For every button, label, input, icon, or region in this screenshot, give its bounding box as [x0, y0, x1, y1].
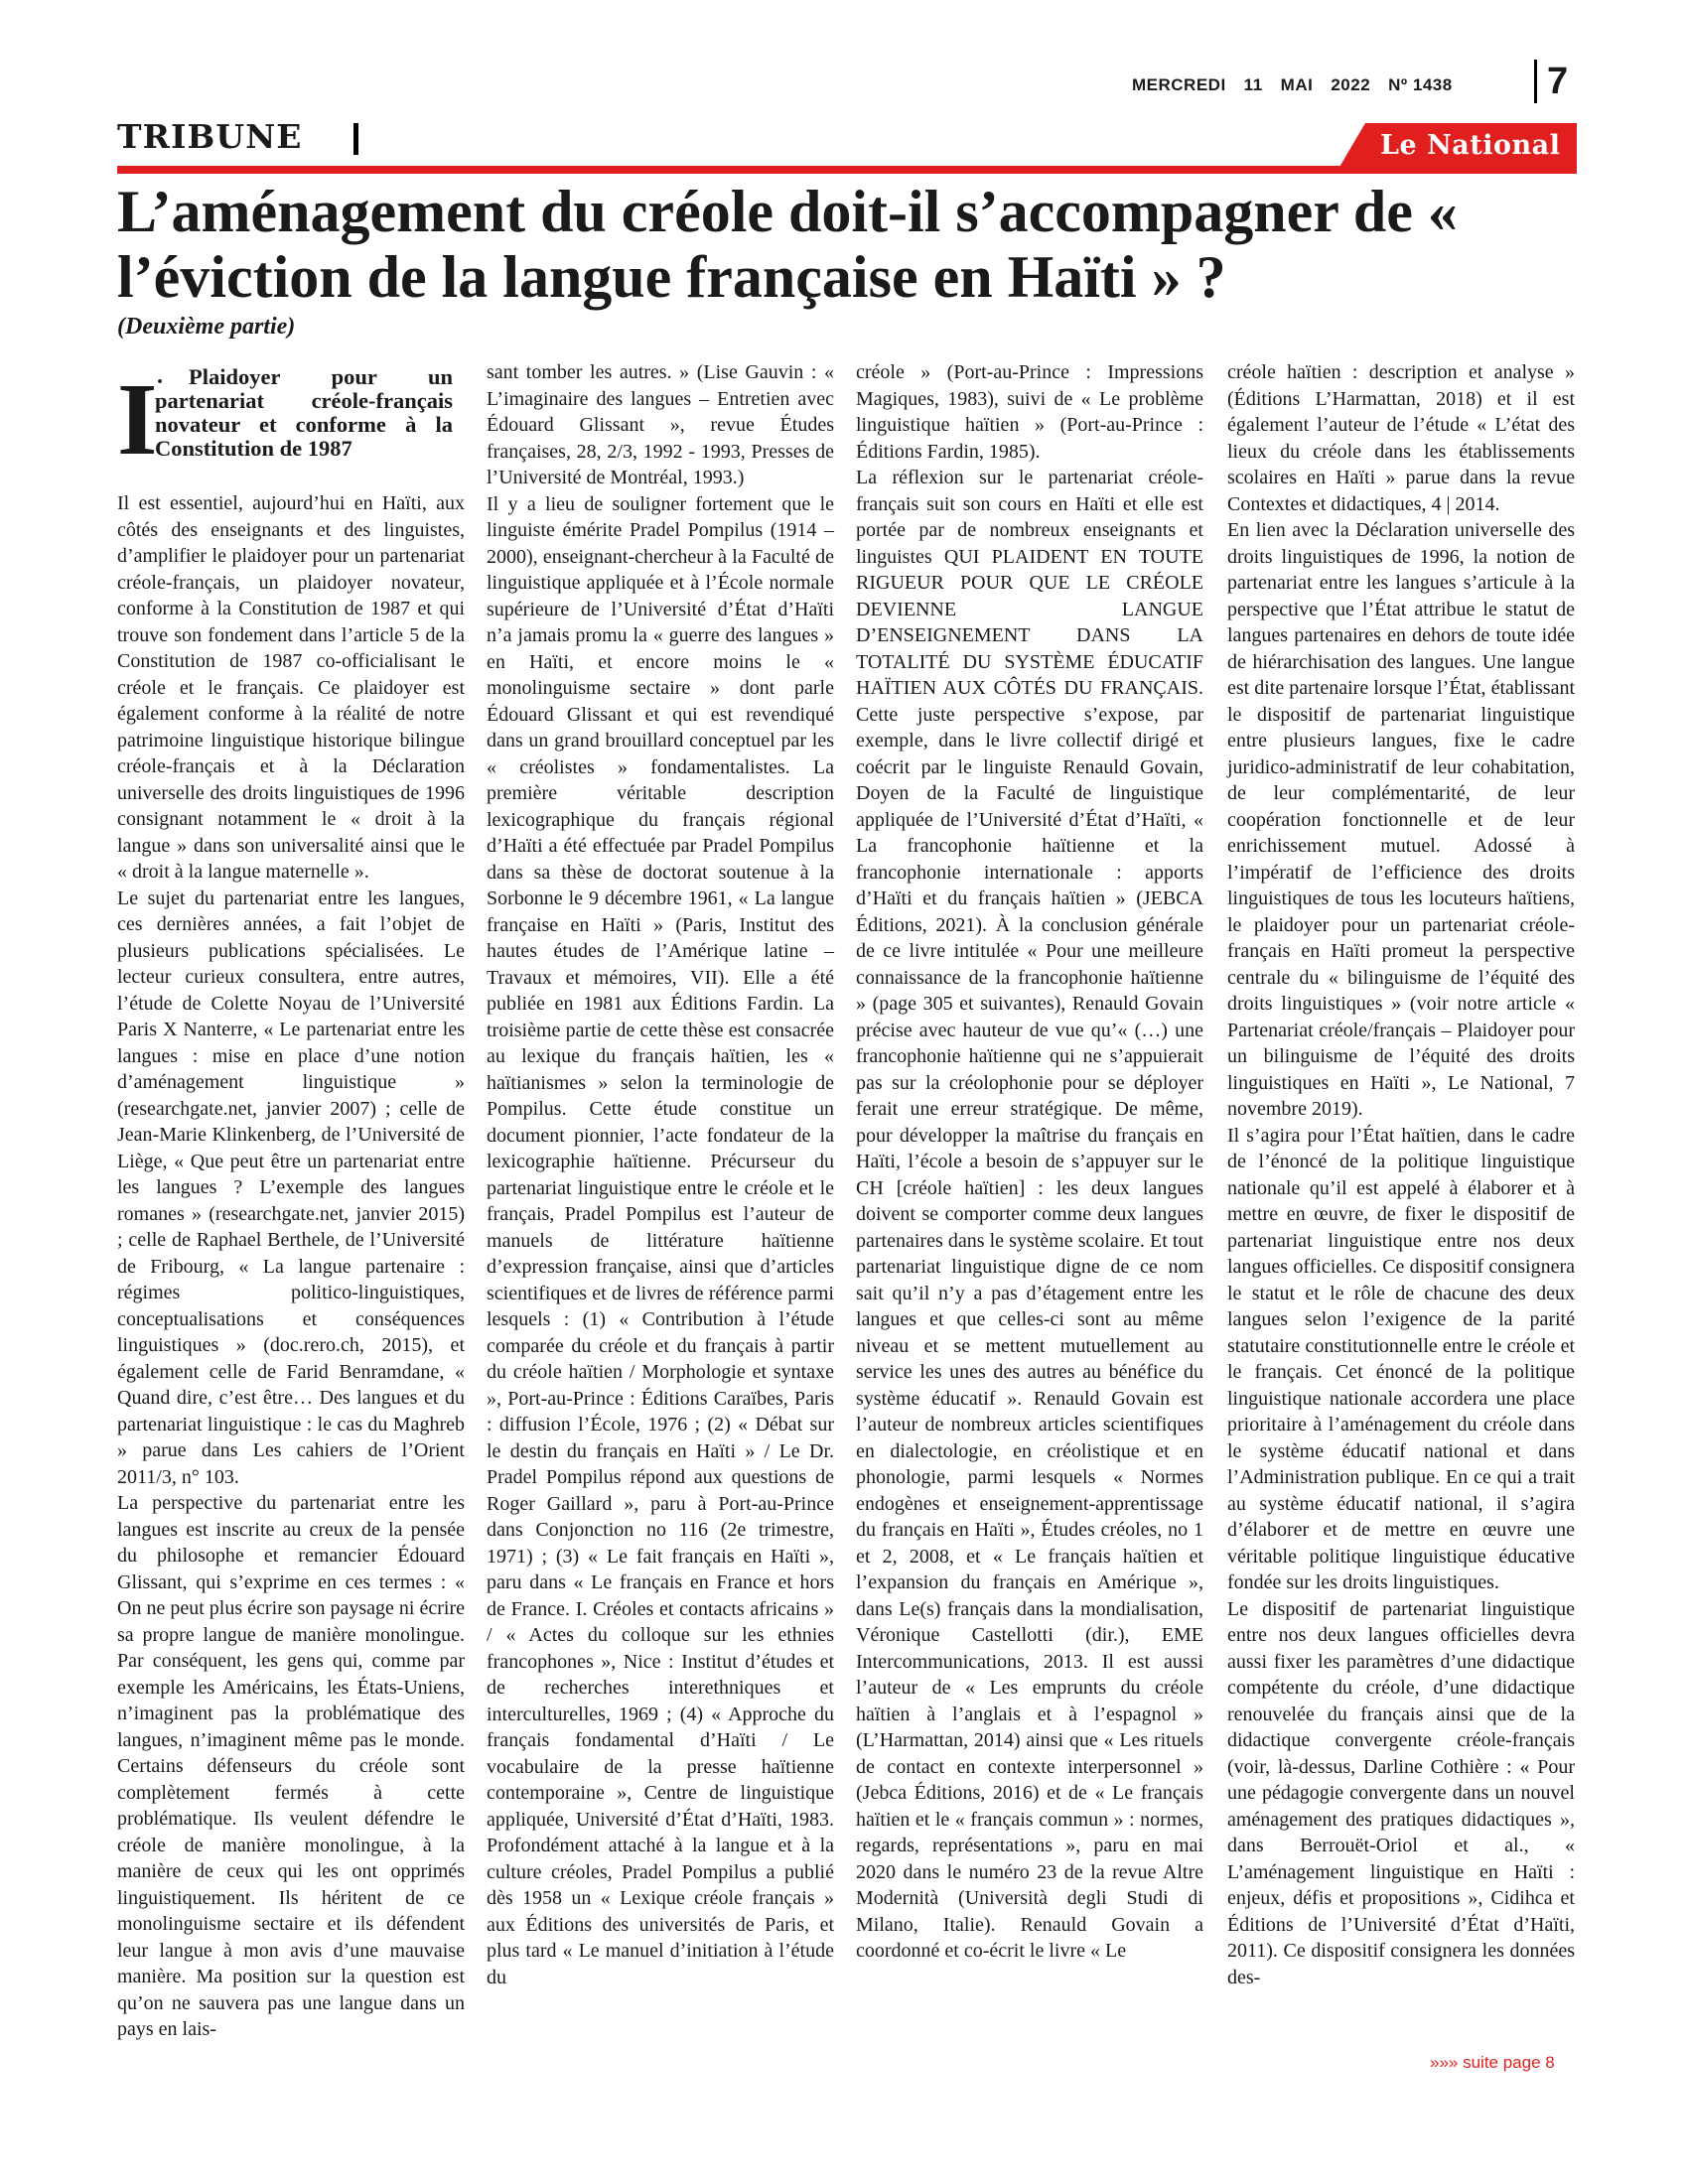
- dateline-day: MERCREDI: [1132, 75, 1226, 94]
- paragraph: Il s’agira pour l’État haïtien, dans le cadre de l’énoncé de la politique linguistique nationale qu’il est appelé à élaborer et à mettre en œuvre, de fixer le dispositif de partenariat linguistique entre nos deux langues officielles. Ce dispositif consignera le statut et le rôle de chacune des deux langues selon l’exigence de la parité statutaire constitutionnelle entre le créole et le français. Cet énoncé de la politique linguistique nationale accordera une place prioritaire à l’aménagement du créole dans le système éducatif national et dans l’Administration publique. En ce qui a trait au système éducatif national, il s’agira d’élaborer et de mettre en œuvre une véritable politique linguistique éducative fondée sur les droits linguistiques.: [1227, 1124, 1575, 1593]
- issue-number: Nº 1438: [1388, 75, 1453, 94]
- newspaper-name: Le National: [1380, 130, 1561, 161]
- dateline-year: 2022: [1331, 75, 1371, 94]
- article-column-2: [487, 359, 834, 1990]
- article-subtitle: (Deuxième partie): [117, 314, 296, 340]
- article-column-4: [1227, 359, 1575, 1990]
- paragraph: Le sujet du partenariat entre les langues, ces dernières années, a fait l’objet de plusieurs publications spécialisées. Le lecteur curieux consultera, entre autres, l’étude de Colette Noyau de l’Université Paris X Nanterre, « Le partenariat entre les langues : mise en place d’une notion d’aménagement linguistique » (researchgate.net, janvier 2007) ; celle de Jean-Marie Klinkenberg, de l’Université de Liège, « Que peut être un partenariat entre les langues ? L’exemple des langues romanes » (researchgate.net, janvier 2015) ; celle de Raphael Berthele, de l’Université de Fribourg, « La langue partenaire : régimes politico-linguistiques, conceptualisations et conséquences linguistiques » (doc.rero.ch, 2015), et également celle de Farid Benramdane, « Quand dire, c’est être… Des langues et du partenariat linguistique : le cas du Maghreb » parue dans Les cahiers de l’Orient 2011/3, n° 103.: [117, 887, 465, 1488]
- paragraph: créole haïtien : description et analyse » (Éditions L’Harmattan, 2018) et il est également l’auteur de l’étude « L’état des lieux du créole dans les établissements scolaires en Haïti » parue dans la revue Contextes et didactiques, 4 | 2014.: [1227, 361, 1575, 515]
- paragraph: créole » (Port-au-Prince : Impressions Magiques, 1983), suivi de « Le problème linguistique haïtien » (Port-au-Prince : Éditions Fardin, 1985).: [856, 361, 1203, 463]
- page-number: 7: [1534, 60, 1568, 103]
- dateline-date-day: 11: [1243, 75, 1263, 94]
- paragraph: Il est essentiel, aujourd’hui en Haïti, aux côtés des enseignants et des linguistes, d’amplifier le plaidoyer pour un partenariat créole-français, un plaidoyer novateur, conforme à la Constitution de 1987 et qui trouve son fondement dans l’article 5 de la Constitution de 1987 co-officialisant le créole et le français. Ce plaidoyer est également conforme à la réalité de notre patrimoine linguistique historique bilingue créole-français et à la Déclaration universelle des droits linguistiques de 1996 consignant notamment le « droit à la langue » dans son universalité ainsi que le « droit à la langue maternelle ».: [117, 492, 465, 883]
- paragraph: En lien avec la Déclaration universelle des droits linguistiques de 1996, la notion de partenariat entre les langues s’articule à la perspective que l’État attribue le statut de langues partenaires en dehors de toute idée de hiérarchisation des langues. Une langue est dite partenaire lorsque l’État, établissant le dispositif de partenariat linguistique entre plusieurs langues, fixe le cadre juridico-administratif de leur cohabitation, de leur complémentarité, de leur coopération fonctionnelle et de leur enrichissement mutuel. Adossé à l’impératif de l’efficience des droits linguistiques de tous les locuteurs haïtiens, le plaidoyer pour un partenariat créole-français en Haïti promeut la perspective centrale du « bilinguisme de l’équité des droits linguistiques » (voir notre article « Partenariat créole/français – Plaidoyer pour un bilinguisme de l’équité des droits linguistiques en Haïti », Le National, 7 novembre 2019).: [1227, 519, 1575, 1120]
- article-column-3: [856, 359, 1203, 1965]
- intro-heading: [155, 365, 453, 461]
- dateline-month: MAI: [1280, 75, 1314, 94]
- paragraph: Il y a lieu de souligner fortement que le linguiste émérite Pradel Pompilus (1914 – 2000), enseignant-chercheur à la Faculté de linguistique appliquée et à l’École normale supérieure de l’Université d’État d’Haïti n’a jamais promu la « guerre des langues » en Haïti, et encore moins le « monolinguisme sectaire » dont parle Édouard Glissant et qui est revendiqué dans un grand brouillard conceptuel par les « créolistes » fondamentalistes. La première véritable description lexicographique du français régional d’Haïti a été effectuée par Pradel Pompilus dans sa thèse de doctorat soutenue à la Sorbonne le 9 décembre 1961, « La langue française en Haïti » (Paris, Institut des hautes études de l’Amérique latine – Travaux et mémoires, VII). Elle a été publiée en 1981 aux Éditions Fardin. La troisième partie de cette thèse est consacrée au lexique du français haïtien, les « haïtianismes » selon la terminologie de Pompilus. Cette étude constitue un document pionnier, l’acte fondateur de la lexicographie haïtienne. Précurseur du partenariat linguistique entre le créole et le français, Pradel Pompilus est l’auteur de manuels de littérature haïtienne d’expression française, ainsi que d’articles scientifiques et de livres de référence parmi lesquels : (1) « Contribution à l’étude comparée du créole et du français à partir du créole haïtien / Morphologie et syntaxe », Port-au-Prince : Éditions Caraïbes, Paris : diffusion l’École, 1976 ; (2) « Débat sur le destin du français en Haïti » / Le Dr. Pradel Pompilus répond aux questions de Roger Gaillard », paru à Port-au-Prince dans Conjonction no 116 (2e trimestre, 1971) ; (3) « Le fait français en Haïti », paru dans « Le français en France et hors de France. I. Créoles et contacts africains » / « Actes du colloque sur les ethnies francophones », Nice : Institut d’études et de recherches interethniques et interculturelles, 1969 ; (4) « Approche du français fondamental d’Haïti / Le vocabulaire de la presse haïtienne contemporaine », Centre de linguistique appliquée, Université d’État d’Haïti, 1983. Profondément attaché à la langue et à la culture créoles, Pradel Pompilus a publié dès 1958 un « Lexique créole français » aux Éditions des universités de Paris, et plus tard « Le manuel d’initiation à l’étude du: [487, 492, 834, 1988]
- section-divider: [353, 123, 358, 155]
- paragraph: Le dispositif de partenariat linguistique entre nos deux langues officielles devra aussi fixer les paramètres d’une didactique compétente du créole, d’une didactique renouvelée du français ainsi que de la didactique convergente créole-français (voir, là-dessus, Darline Cothière : « Pour une pédagogie convergente dans un nouvel aménagement des pratiques didactiques », dans Berrouët-Oriol et al., « L’aménagement linguistique en Haïti : enjeux, défis et propositions », Cidihca et Éditions de l’Université d’État d’Haïti, 2011). Ce dispositif consignera les données des-: [1227, 1597, 1575, 1988]
- paragraph: sant tomber les autres. » (Lise Gauvin : « L’imaginaire des langues – Entretien avec Édouard Glissant », revue Études françaises, 28, 2/3, 1992 - 1993, Presses de l’Université de Montréal, 1993.): [487, 361, 834, 488]
- intro-bullet: .: [157, 363, 163, 389]
- section-label: TRIBUNE: [117, 117, 303, 156]
- article-title: L’aménagement du créole doit-il s’accompagner de « l’éviction de la langue française en Haïti » ?: [117, 179, 1458, 310]
- paragraph: La perspective du partenariat entre les langues est inscrite au creux de la pensée du philosophe et remancier Édouard Glissant, qui s’exprime en ces termes : « On ne peut plus écrire son paysage ni écrire sa propre langue de manière monolingue. Par conséquent, les gens qui, comme par exemple les Américains, les États-Uniens, n’imaginent pas la problématique des langues, n’imaginent même pas le monde. Certains défenseurs du créole sont complètement fermés à cette problématique. Ils veulent défendre le créole de manière monolingue, à la manière de ceux qui les ont opprimés linguistiquement. Ils héritent de ce monolinguisme sectaire et ils défendent leur langue à mon avis d’une mauvaise manière. Ma position sur la question est qu’on ne sauvera pas une langue dans un pays en lais-: [117, 1492, 465, 2040]
- continued-on-page-link[interactable]: »»» suite page 8: [1430, 2053, 1555, 2072]
- intro-heading-text: Plaidoyer pour un partenariat créole-français novateur et conforme à la Constitution de 1987: [155, 364, 453, 461]
- drop-cap: I: [117, 362, 158, 477]
- article-column-1: [117, 359, 465, 2043]
- paragraph: La réflexion sur le partenariat créole-français suit son cours en Haïti et elle est portée par de nombreux enseignants et linguistes QUI PLAIDENT EN TOUTE RIGUEUR POUR QUE LE CRÉOLE DEVIENNE LANGUE D’ENSEIGNEMENT DANS LA TOTALITÉ DU SYSTÈME ÉDUCATIF HAÏTIEN AUX CÔTÉS DU FRANÇAIS. Cette juste perspective s’expose, par exemple, dans le livre collectif dirigé et coécrit par le linguiste Renauld Govain, Doyen de la Faculté de linguistique appliquée de l’Université d’État d’Haïti, « La francophonie haïtienne et la francophonie internationale : apports d’Haïti et du français haïtien » (JEBCA Éditions, 2021). À la conclusion générale de ce livre intitulée « Pour une meilleure connaissance de la francophonie haïtienne » (page 305 et suivantes), Renauld Govain précise avec hauteur de vue qu’« (…) une francophonie haïtienne qui ne s’appuierait pas sur la créolophonie pour se déployer ferait une erreur stratégique. De même, pour développer la maîtrise du français en Haïti, l’école a besoin de s’appuyer sur le CH [créole haïtien] : les deux langues doivent se comporter comme deux langues partenaires dans le système scolaire. Et tout partenariat linguistique digne de ce nom sait qu’il n’y a pas d’étagement entre les langues et que celles-ci sont au même niveau et se mettent mutuellement au service les unes des autres au bénéfice du système éducatif ». Renauld Govain est l’auteur de nombreux articles scientifiques en dialectologie, en créolistique et en phonologie, parmi lesquels « Normes endogènes et enseignement-apprentissage du français en Haïti », Études créoles, no 1 et 2, 2008, et « Le français haïtien et l’expansion du français en Amérique », dans Le(s) français dans la mondialisation, Véronique Castellotti (dir.), EME Intercommunications, 2013. Il est aussi l’auteur de « Les emprunts du créole haïtien à l’anglais et à l’espagnol » (L’Harmattan, 2014) ainsi que « Les rituels de contact en contexte interpersonnel » (Jebca Éditions, 2016) et de « Le français haïtien et le « français commun » : normes, regards, représentations », paru en mai 2020 dans le numéro 23 de la revue Altre Modernità (Università degli Studi di Milano, Italie). Renauld Govain a coordonné et co-écrit le livre « Le: [856, 467, 1203, 1962]
- issue-dateline: [1132, 75, 1529, 95]
- intro-heading-block: [117, 359, 465, 477]
